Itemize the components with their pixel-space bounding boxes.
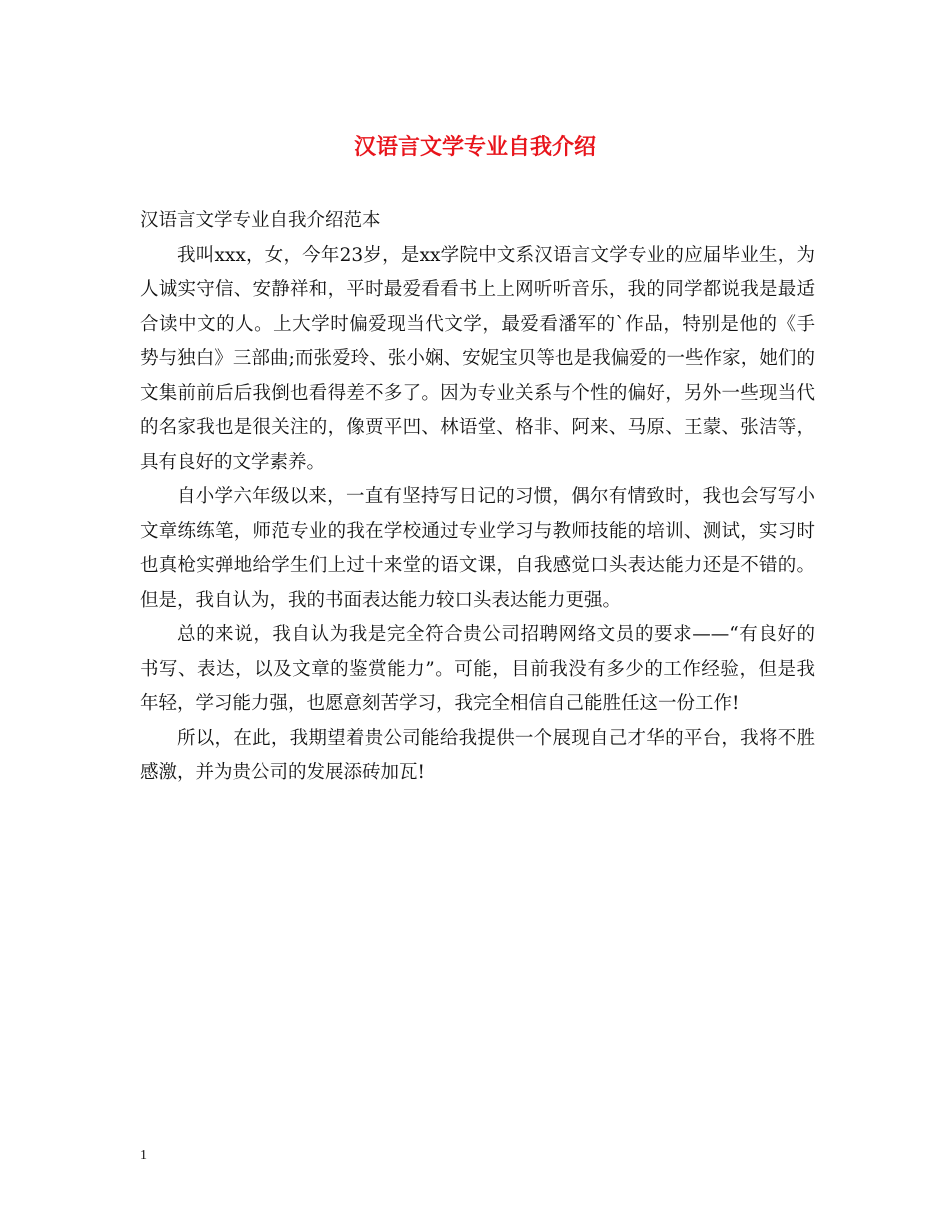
document-title: 汉语言文学专业自我介绍 <box>353 134 596 160</box>
document-subtitle: 汉语言文学专业自我介绍范本 <box>140 210 381 231</box>
document-body <box>140 204 815 791</box>
paragraph-intro: 我叫xxx，女，今年23岁，是xx学院中文系汉语言文学专业的应届毕业生，为人诚实守信、安静祥和，平时最爱看看书上上网听听音乐，我的同学都说我是最适合读中文的人。上大学时偏爱现当代文学，最爱看潘军的`作品，特别是他的《手势与独白》三部曲;而张爱玲、张小娴、安妮宝贝等也是我偏爱的一些作家，她们的文集前前后后我倒也看得差不多了。因为专业关系与个性的偏好，另外一些现当代的名家我也是很关注的，像贾平凹、林语堂、格非、阿来、马原、王蒙、张洁等，具有良好的文学素养。 <box>140 244 815 473</box>
page-number: 1 <box>140 1148 147 1163</box>
paragraph-writing-skills: 自小学六年级以来，一直有坚持写日记的习惯，偶尔有情致时，我也会写写小文章练练笔，师范专业的我在学校通过专业学习与教师技能的培训、测试，实习时也真枪实弹地给学生们上过十来堂的语文课，自我感觉口头表达能力还是不错的。但是，我自认为，我的书面表达能力较口头表达能力更强。 <box>140 486 815 611</box>
paragraph-closing: 所以，在此，我期望着贵公司能给我提供一个展现自己才华的平台，我将不胜感激，并为贵公司的发展添砖加瓦! <box>140 727 815 783</box>
paragraph-qualification: 总的来说，我自认为我是完全符合贵公司招聘网络文员的要求——“有良好的书写、表达，以及文章的鉴赏能力”。可能，目前我没有多少的工作经验，但是我年轻，学习能力强，也愿意刻苦学习，我完全相信自己能胜任这一份工作! <box>140 624 815 714</box>
